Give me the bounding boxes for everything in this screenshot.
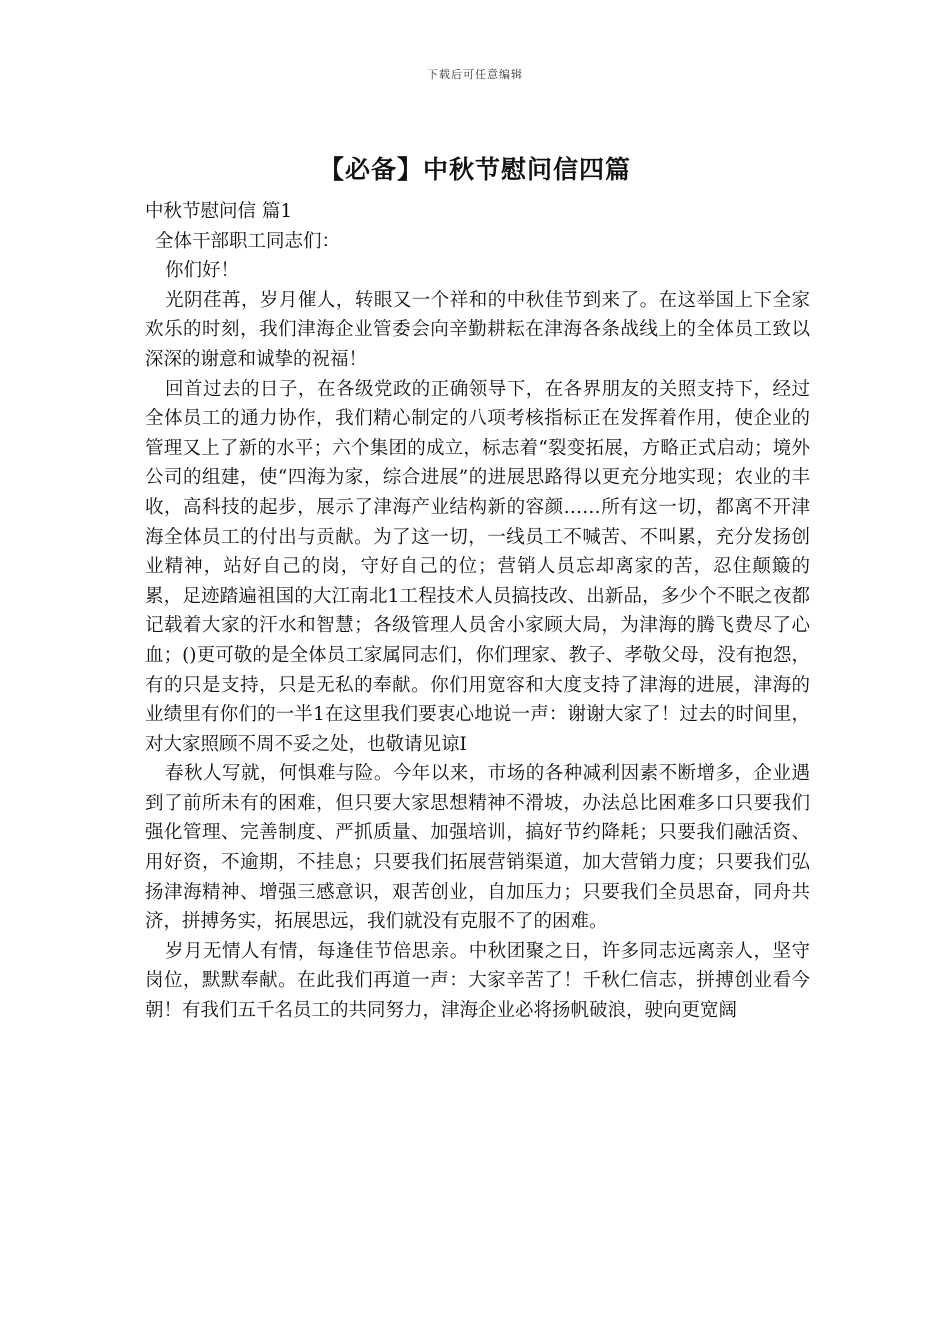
document-body [145,197,810,1026]
page-header-note: 下载后可任意编辑 [427,68,523,81]
paragraph-1: 光阴荏苒，岁月催人，转眼又一个祥和的中秋佳节到来了。在这举国上下全家欢乐的时刻，我们津海企业管委会向辛勤耕耘在津海各条战线上的全体员工致以深深的谢意和诚挚的祝福！ [145,289,810,370]
paragraph-2: 回首过去的日子，在各级党政的正确领导下，在各界朋友的关照支持下，经过全体员工的通力协作，我们精心制定的八项考核指标正在发挥着作用，使企业的管理又上了新的水平；六个集团的成立，标志着“裂变拓展，方略正式启动；境外公司的组建，使“四海为家，综合进展”的进展思路得以更充分地实现；农业的丰收，高科技的起步，展示了津海产业结构新的容颜……所有这一切，都离不开津海全体员工的付出与贡献。为了这一切，一线员工不喊苦、不叫累，充分发扬创业精神，站好自己的岗，守好自己的位；营销人员忘却离家的苦，忍住颠簸的累，足迹踏遍祖国的大江南北1工程技术人员搞技改、出新品，多少个不眠之夜都记载着大家的汗水和智慧；各级管理人员舍小家顾大局，为津海的腾飞费尽了心血；()更可敬的是全体员工家属同志们，你们理家、教子、孝敬父母，没有抱怨，有的只是支持，只是无私的奉献。你们用宽容和大度支持了津海的进展，津海的业绩里有你们的一半1在这里我们要衷心地说一声：谢谢大家了！过去的时间里，对大家照顾不周不妥之处，也敬请见谅I [145,378,810,755]
document-title: 【必备】中秋节慰问信四篇 [318,155,631,184]
section-heading: 中秋节慰问信 篇1 [145,201,293,222]
paragraph-4: 岁月无情人有情，每逢佳节倍思亲。中秋团聚之日，许多同志远离亲人，坚守岗位，默默奉献。在此我们再道一声：大家辛苦了！千秋仁信志，拼搏创业看今朝！有我们五千名员工的共同努力，津海企业必将扬帆破浪，驶向更宽阔 [145,940,810,1022]
paragraph-3: 春秋人写就，何惧难与险。今年以来，市场的各种减利因素不断增多，企业遇到了前所未有的困难，但只要大家思想精神不滑坡，办法总比困难多口只要我们强化管理、完善制度、严抓质量、加强培训，搞好节约降耗；只要我们融活资、用好资，不逾期，不挂息；只要我们拓展营销渠道，加大营销力度；只要我们弘扬津海精神、增强三感意识，艰苦创业，自加压力；只要我们全员思奋，同舟共济，拼搏务实，拓展思远，我们就没有克服不了的困难。 [145,763,810,933]
letter-greeting: 你们好！ [165,260,240,282]
letter-salutation: 全体干部职工同志们： [155,230,341,252]
